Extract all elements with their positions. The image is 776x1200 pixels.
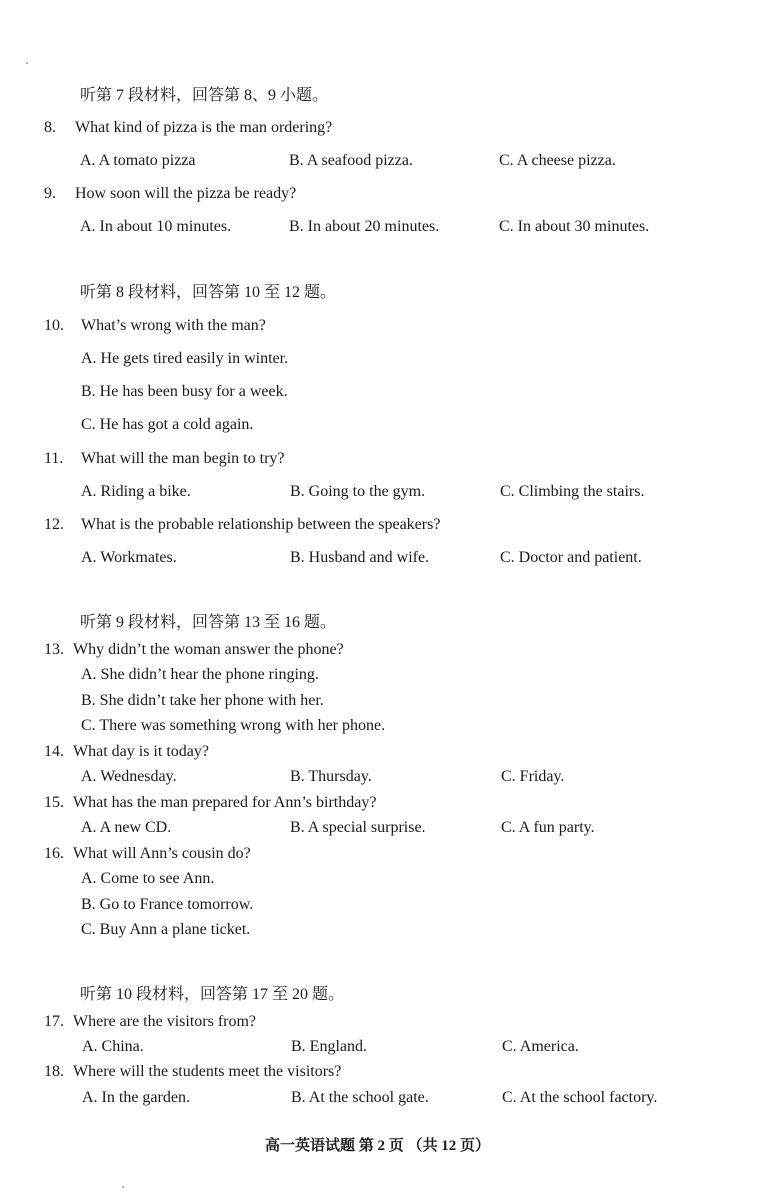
option-c: C. Doctor and patient. (500, 549, 642, 566)
question-text: Where will the students meet the visitors? (73, 1063, 342, 1080)
question-text: What is the probable relationship between the speakers? (81, 516, 441, 533)
scan-speck (26, 62, 28, 64)
option-c: C. At the school factory. (502, 1089, 658, 1106)
option-a: A. A new CD. (81, 819, 172, 836)
option-a: A. Wednesday. (81, 768, 177, 785)
option-b: B. In about 20 minutes. (289, 218, 440, 235)
option-a: A. In the garden. (82, 1089, 190, 1106)
option-b: B. He has been busy for a week. (81, 383, 288, 400)
question-text: What will the man begin to try? (81, 450, 285, 467)
question-text: Where are the visitors from? (73, 1013, 257, 1030)
option-c: C. He has got a cold again. (81, 416, 254, 433)
option-c: C. A fun party. (501, 819, 595, 836)
question-number: 15. (44, 794, 64, 811)
question-number: 13. (44, 641, 64, 658)
question-number: 9. (44, 185, 56, 202)
option-c: C. In about 30 minutes. (499, 218, 650, 235)
question-number: 18. (44, 1063, 64, 1080)
scan-speck (122, 1186, 124, 1188)
option-b: B. At the school gate. (291, 1089, 429, 1106)
question-number: 14. (44, 743, 64, 760)
question-number: 8. (44, 119, 56, 136)
question-text: What has the man prepared for Ann’s birthday? (73, 794, 377, 811)
option-a: A. A tomato pizza (80, 152, 196, 169)
option-c: C. Buy Ann a plane ticket. (81, 921, 251, 938)
option-b: B. Go to France tomorrow. (81, 896, 254, 913)
option-b: B. She didn’t take her phone with her. (81, 692, 324, 709)
section-header: 听第 10 段材料，回答第 17 至 20 题。 (80, 986, 345, 1003)
question-number: 11. (44, 450, 64, 467)
section-header: 听第 9 段材料，回答第 13 至 16 题。 (80, 614, 337, 631)
question-text: What will Ann’s cousin do? (73, 845, 251, 862)
question-number: 16. (44, 845, 64, 862)
option-a: A. He gets tired easily in winter. (81, 350, 289, 367)
option-c: C. Friday. (501, 768, 565, 785)
option-a: A. Workmates. (81, 549, 177, 566)
option-a: A. In about 10 minutes. (80, 218, 232, 235)
option-c: C. America. (502, 1038, 579, 1055)
option-b: B. A special surprise. (290, 819, 426, 836)
page-footer: 高一英语试题 第 2 页 （共 12 页） (265, 1138, 491, 1154)
option-b: B. Husband and wife. (290, 549, 430, 566)
section-header: 听第 7 段材料，回答第 8、9 小题。 (80, 87, 329, 104)
option-c: C. Climbing the stairs. (500, 483, 645, 500)
question-text: How soon will the pizza be ready? (75, 185, 297, 202)
question-text: What’s wrong with the man? (81, 317, 266, 334)
question-number: 17. (44, 1013, 64, 1030)
option-a: A. She didn’t hear the phone ringing. (81, 666, 319, 683)
option-c: C. A cheese pizza. (499, 152, 616, 169)
question-text: What day is it today? (73, 743, 209, 760)
question-text: What kind of pizza is the man ordering? (75, 119, 333, 136)
option-a: A. China. (82, 1038, 144, 1055)
option-b: B. A seafood pizza. (289, 152, 413, 169)
option-c: C. There was something wrong with her phone. (81, 717, 386, 734)
question-number: 10. (44, 317, 64, 334)
section-header: 听第 8 段材料，回答第 10 至 12 题。 (80, 284, 337, 301)
option-b: B. England. (291, 1038, 367, 1055)
question-text: Why didn’t the woman answer the phone? (73, 641, 344, 658)
option-a: A. Come to see Ann. (81, 870, 215, 887)
option-b: B. Thursday. (290, 768, 372, 785)
option-b: B. Going to the gym. (290, 483, 426, 500)
question-number: 12. (44, 516, 64, 533)
option-a: A. Riding a bike. (81, 483, 191, 500)
